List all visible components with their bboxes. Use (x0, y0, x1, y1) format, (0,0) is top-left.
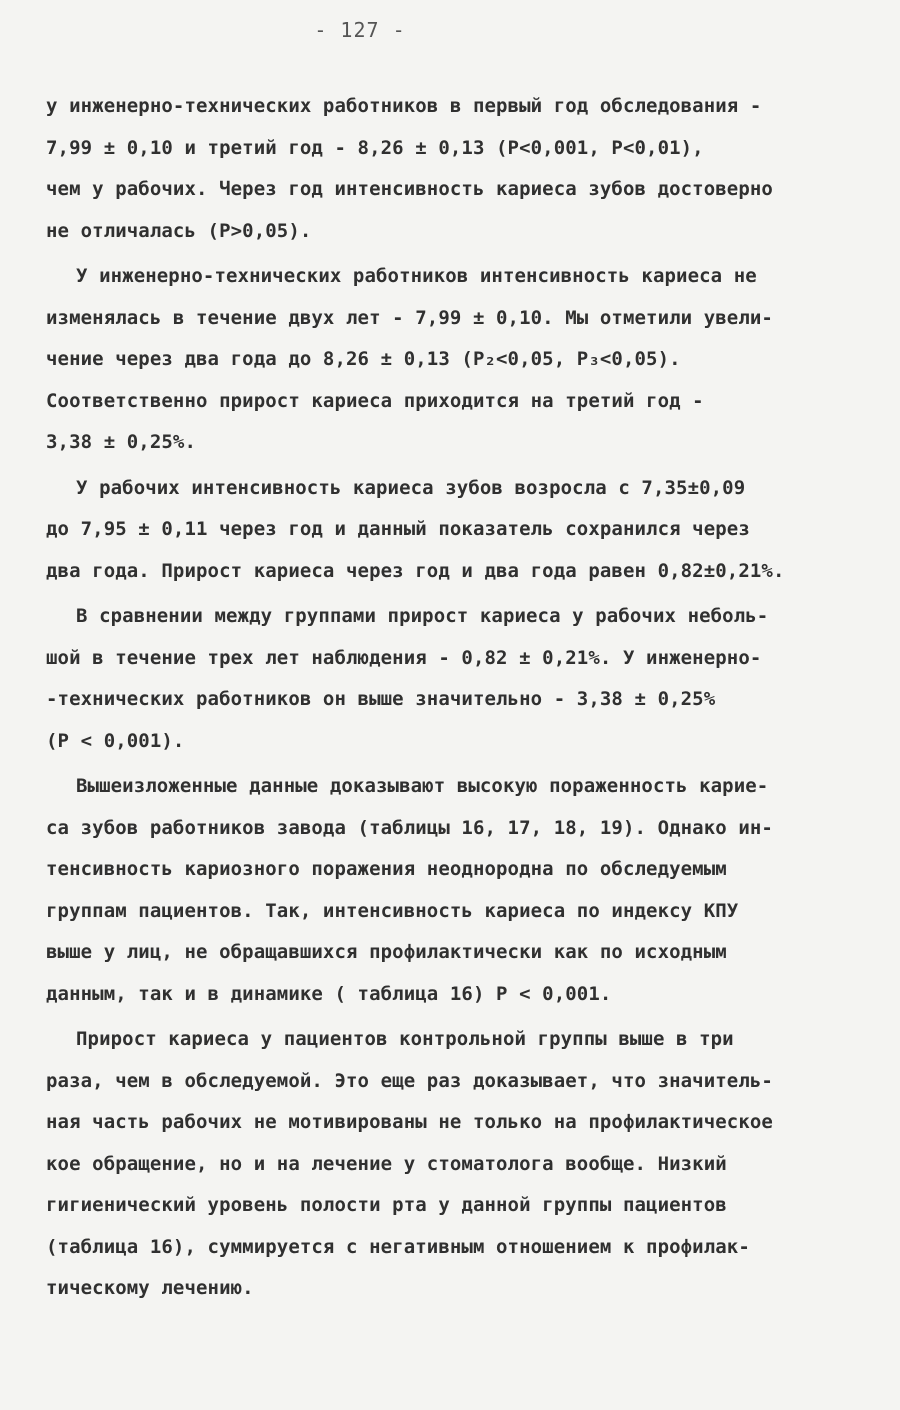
text-line: ная часть рабочих не мотивированы не только на профилактическое (46, 1111, 773, 1133)
text-line: (таблица 16), суммируется с негативным отношением к профилак- (46, 1235, 750, 1258)
paragraph (46, 596, 850, 762)
text-line: выше у лиц, не обращавшихся профилактически как по исходным (46, 941, 727, 963)
text-line: кое обращение, но и на лечение у стоматолога вообще. Низкий (46, 1152, 727, 1175)
text-line: чем у рабочих. Через год интенсивность кариеса зубов достоверно (46, 178, 773, 200)
text-line: У рабочих интенсивность кариеса зубов возросла с 7,35±0,09 (76, 476, 746, 499)
text-line: раза, чем в обследуемой. Это еще раз доказывает, что значитель- (46, 1069, 773, 1092)
text-line: 3,38 ± 0,25%. (46, 431, 197, 453)
paragraph (46, 468, 850, 593)
paragraph (46, 86, 850, 252)
text-line: шой в течение трех лет наблюдения - 0,82 ± 0,21%. У инженерно- (46, 646, 762, 669)
text-line: тенсивность кариозного поражения неоднородна по обследуемым (46, 858, 727, 880)
text-line: группам пациентов. Так, интенсивность кариеса по индексу КПУ (46, 899, 739, 922)
paragraph (46, 1019, 850, 1310)
text-line: до 7,95 ± 0,11 через год и данный показатель сохранился через (46, 518, 750, 540)
text-line: Прирост кариеса у пациентов контрольной группы выше в три (76, 1028, 734, 1050)
text-line: са зубов работников завода (таблицы 16, 17, 18, 19). Однако ин- (46, 816, 773, 839)
paragraph (46, 256, 850, 464)
text-line: -технических работников он выше значительно - 3,38 ± 0,25% (46, 688, 716, 710)
text-line: 7,99 ± 0,10 и третий год - 8,26 ± 0,13 (Р<0,001, Р<0,01), (46, 136, 704, 159)
text-line: гигиенический уровень полости рта у данной группы пациентов (46, 1194, 727, 1216)
text-line: Соответственно прирост кариеса приходится на третий год - (46, 389, 704, 412)
text-line: изменялась в течение двух лет - 7,99 ± 0,10. Мы отметили увели- (46, 306, 773, 329)
text-body (46, 86, 850, 1314)
text-line: данным, так и в динамике ( таблица 16) Р < 0,001. (46, 982, 612, 1005)
page-number: - 127 - (314, 18, 406, 42)
text-line: у инженерно-технических работников в первый год обследования - (46, 95, 762, 117)
text-line: Вышеизложенные данные доказывают высокую пораженность карие- (76, 775, 769, 797)
text-line: тическому лечению. (46, 1277, 254, 1299)
text-line: (Р < 0,001). (46, 729, 185, 752)
paragraph (46, 766, 850, 1015)
text-line: два года. Прирост кариеса через год и два года равен 0,82±0,21%. (46, 559, 785, 582)
text-line: не отличалась (Р>0,05). (46, 219, 312, 242)
text-line: В сравнении между группами прирост кариеса у рабочих неболь- (76, 605, 769, 627)
text-line: чение через два года до 8,26 ± 0,13 (Р₂<0,05, Р₃<0,05). (46, 348, 681, 370)
text-line: У инженерно-технических работников интенсивность кариеса не (76, 265, 757, 287)
